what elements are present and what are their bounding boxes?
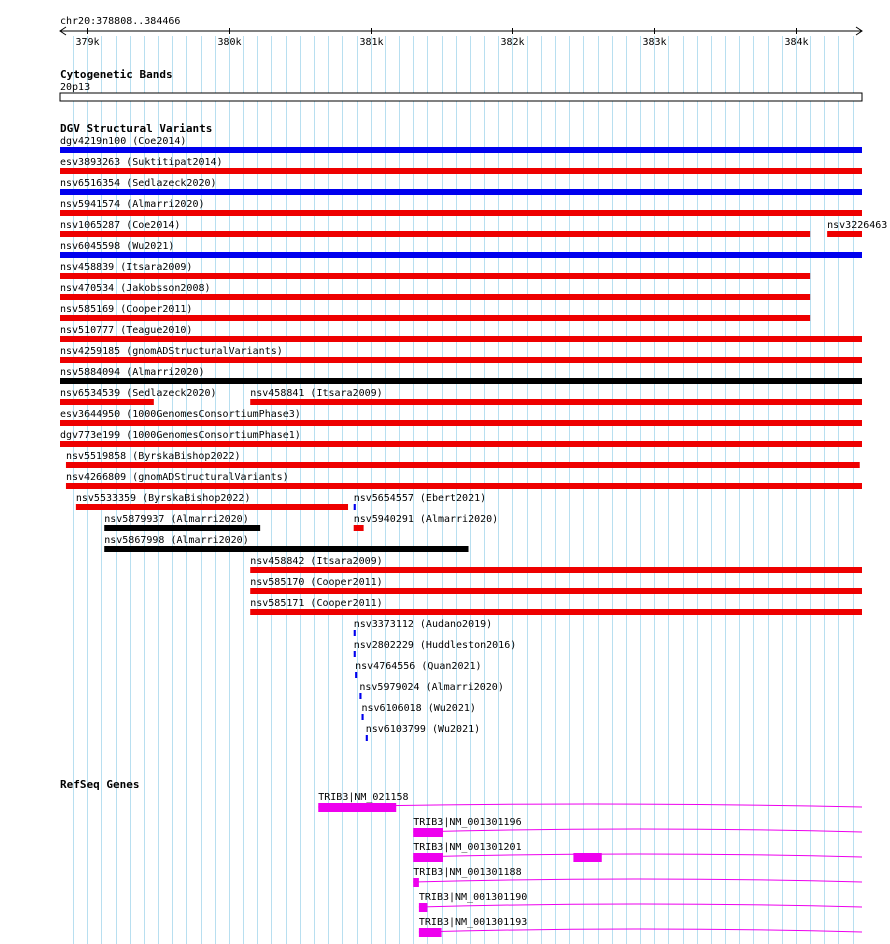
variant-feature[interactable]	[60, 346, 862, 363]
variant-bar[interactable]	[60, 252, 862, 258]
gene-feature[interactable]	[413, 867, 862, 887]
variant-feature[interactable]	[60, 199, 862, 216]
variant-bar[interactable]	[250, 567, 862, 573]
gene-exon[interactable]	[318, 803, 396, 812]
gene-exon[interactable]	[573, 853, 601, 862]
variant-label: dgv4219n100 (Coe2014)	[60, 136, 187, 147]
variant-label: nsv458839 (Itsara2009)	[60, 262, 193, 273]
variant-feature[interactable]	[60, 157, 862, 174]
variant-feature[interactable]	[250, 598, 862, 615]
variant-label: nsv6534539 (Sedlazeck2020)	[60, 388, 217, 399]
variant-label: nsv5533359 (ByrskaBishop2022)	[75, 493, 251, 504]
variant-label: nsv6045598 (Wu2021)	[60, 241, 175, 252]
variant-feature[interactable]	[827, 220, 887, 237]
variant-feature[interactable]	[355, 661, 481, 678]
region-label: chr20:378808..384466	[60, 16, 181, 27]
variant-feature[interactable]	[60, 409, 862, 426]
variant-label: nsv1065287 (Coe2014)	[60, 220, 181, 231]
variant-label: nsv3373112 (Audano2019)	[353, 619, 493, 630]
variant-feature[interactable]	[66, 472, 862, 489]
variant-feature[interactable]	[250, 577, 862, 594]
dgv-track-title: DGV Structural Variants	[60, 122, 213, 135]
variant-feature[interactable]	[60, 136, 862, 153]
variant-feature[interactable]	[354, 493, 486, 510]
variant-feature[interactable]	[354, 514, 499, 531]
variant-label: nsv6103799 (Wu2021)	[365, 724, 481, 735]
variant-bar[interactable]	[359, 693, 361, 699]
variant-label: nsv5879937 (Almarri2020)	[104, 514, 249, 525]
variant-feature[interactable]	[354, 640, 517, 657]
gene-exon[interactable]	[413, 853, 443, 862]
variant-label: nsv6106018 (Wu2021)	[361, 703, 476, 714]
variant-feature[interactable]	[60, 367, 862, 384]
variant-feature[interactable]	[104, 514, 260, 531]
variant-bar[interactable]	[250, 609, 862, 615]
gene-exon[interactable]	[419, 903, 428, 912]
variant-label: nsv6516354 (Sedlazeck2020)	[60, 178, 217, 189]
gene-label: TRIB3|NM_001301193	[418, 917, 528, 928]
variant-feature[interactable]	[250, 556, 862, 573]
variant-label: nsv5519858 (ByrskaBishop2022)	[65, 451, 241, 462]
variant-feature[interactable]	[250, 388, 862, 405]
gene-label: TRIB3|NM_001301190	[418, 892, 528, 903]
variant-label: nsv4764556 (Quan2021)	[355, 661, 482, 672]
variant-bar[interactable]	[60, 420, 862, 426]
variant-bar[interactable]	[104, 546, 468, 552]
variant-label: nsv458842 (Itsara2009)	[250, 556, 383, 567]
variant-feature[interactable]	[361, 703, 475, 720]
variant-feature[interactable]	[76, 493, 348, 510]
refseq-track-title: RefSeq Genes	[60, 778, 140, 791]
variant-label: nsv3226463	[827, 220, 888, 231]
gene-exon[interactable]	[413, 828, 443, 837]
ruler-tick-label: 379k	[75, 37, 100, 48]
cytoband-bar[interactable]	[60, 93, 862, 101]
variant-bar[interactable]	[60, 441, 862, 447]
gene-exon[interactable]	[419, 928, 442, 937]
gene-label: TRIB3|NM_021158	[318, 792, 409, 803]
variant-label: nsv5867998 (Almarri2020)	[104, 535, 249, 546]
variant-bar[interactable]	[354, 630, 356, 636]
variant-label: nsv4266809 (gnomADStructuralVariants)	[65, 472, 289, 483]
variant-bar[interactable]	[60, 378, 862, 384]
cytoband-track-title: Cytogenetic Bands	[60, 68, 173, 81]
variant-bar[interactable]	[354, 504, 356, 510]
variant-feature[interactable]	[366, 724, 480, 741]
cytoband-track	[60, 68, 862, 101]
cytoband-label: 20p13	[60, 82, 91, 93]
variant-bar[interactable]	[250, 399, 862, 405]
variant-bar[interactable]	[366, 735, 368, 741]
variant-bar[interactable]	[66, 483, 862, 489]
variant-feature[interactable]	[354, 619, 492, 636]
variant-feature[interactable]	[66, 451, 860, 468]
variant-label: esv3644950 (1000GenomesConsortiumPhase3)	[60, 409, 301, 420]
variant-feature[interactable]	[60, 388, 217, 405]
variant-label: dgv773e199 (1000GenomesConsortiumPhase1)	[60, 430, 301, 441]
gene-feature[interactable]	[413, 817, 862, 837]
variant-bar[interactable]	[76, 504, 348, 510]
dgv-track	[60, 122, 887, 741]
variant-bar[interactable]	[60, 273, 810, 279]
gene-label: TRIB3|NM_001301196	[413, 817, 522, 828]
variant-label: nsv2802229 (Huddleston2016)	[353, 640, 517, 651]
ruler-tick-label: 381k	[359, 37, 384, 48]
ruler-tick-label: 383k	[642, 37, 667, 48]
variant-label: nsv510777 (Teague2010)	[60, 325, 193, 336]
variant-bar[interactable]	[827, 231, 862, 237]
variant-bar[interactable]	[60, 231, 810, 237]
variant-bar[interactable]	[66, 462, 860, 468]
gene-exon[interactable]	[413, 878, 419, 887]
variant-bar[interactable]	[60, 210, 862, 216]
variant-bar[interactable]	[361, 714, 363, 720]
gene-label: TRIB3|NM_001301201	[413, 842, 522, 853]
variant-bar[interactable]	[104, 525, 260, 531]
variant-bar[interactable]	[60, 189, 862, 195]
variant-bar[interactable]	[60, 294, 810, 300]
variant-label: nsv5654557 (Ebert2021)	[353, 493, 487, 504]
variant-label: nsv470534 (Jakobsson2008)	[60, 283, 211, 294]
variant-feature[interactable]	[359, 682, 504, 699]
variant-feature[interactable]	[60, 241, 862, 258]
variant-bar[interactable]	[60, 399, 154, 405]
variant-label: nsv585171 (Cooper2011)	[250, 598, 383, 609]
variant-label: nsv458841 (Itsara2009)	[250, 388, 383, 399]
variant-bar[interactable]	[60, 168, 862, 174]
ruler-tick-label: 380k	[217, 37, 242, 48]
gene-feature[interactable]	[413, 842, 862, 862]
gene-intron-line	[413, 854, 862, 857]
ruler-tick-label: 384k	[784, 37, 809, 48]
variant-label: nsv585170 (Cooper2011)	[250, 577, 383, 588]
variant-bar[interactable]	[60, 147, 862, 153]
variant-label: nsv585169 (Cooper2011)	[60, 304, 193, 315]
variant-label: nsv5940291 (Almarri2020)	[353, 514, 499, 525]
variant-feature[interactable]	[60, 178, 862, 195]
variant-bar[interactable]	[250, 588, 862, 594]
gene-intron-line	[413, 879, 862, 882]
variant-bar[interactable]	[354, 651, 356, 657]
variant-feature[interactable]	[60, 430, 862, 447]
variant-label: esv3893263 (Suktitipat2014)	[60, 157, 223, 168]
ruler[interactable]	[60, 16, 862, 48]
refseq-track	[60, 778, 862, 937]
variant-label: nsv5979024 (Almarri2020)	[359, 682, 504, 693]
gene-label: TRIB3|NM_001301188	[413, 867, 522, 878]
variant-features	[60, 136, 887, 741]
variant-label: nsv5884094 (Almarri2020)	[60, 367, 205, 378]
variant-bar[interactable]	[60, 315, 810, 321]
ruler-tick-label: 382k	[500, 37, 525, 48]
variant-label: nsv5941574 (Almarri2020)	[60, 199, 205, 210]
gene-intron-line	[413, 829, 862, 832]
variant-bar[interactable]	[354, 525, 364, 531]
variant-bar[interactable]	[60, 357, 862, 363]
variant-bar[interactable]	[355, 672, 357, 678]
variant-label: nsv4259185 (gnomADStructuralVariants)	[60, 346, 283, 357]
